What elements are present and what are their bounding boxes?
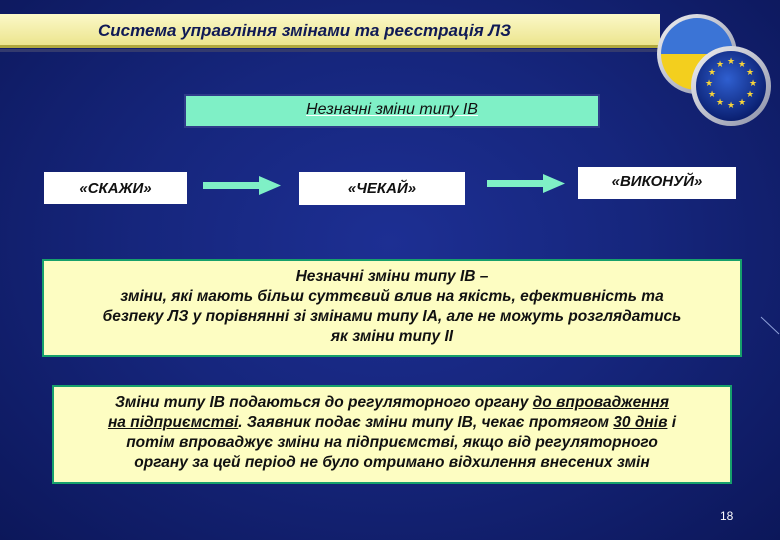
svg-text:★: ★ — [707, 90, 717, 100]
change-type-label: Незначні зміни типу ІВ — [306, 101, 478, 118]
definition-line: Незначні зміни типу ІВ – — [295, 268, 489, 285]
step-wait — [299, 172, 465, 205]
definition-line: як зміни типу ІІ — [330, 328, 454, 345]
svg-text:★: ★ — [737, 60, 747, 70]
svg-text:★: ★ — [704, 79, 714, 89]
procedure-line: органу за цей період не було отримано відхилення внесених змін — [134, 454, 650, 471]
title-underline — [0, 49, 662, 52]
svg-text:★: ★ — [715, 60, 725, 70]
step-do — [578, 167, 736, 199]
title-bar — [0, 14, 660, 48]
definition-box — [42, 259, 742, 357]
procedure-box — [52, 385, 732, 484]
page-number: 18 — [720, 509, 734, 523]
svg-text:★: ★ — [715, 98, 725, 108]
definition-line: безпеку ЛЗ у порівнянні зі змінами типу ІА, але не можуть розглядатись — [102, 308, 682, 325]
decorative-streak — [760, 316, 780, 336]
step-wait-label: «ЧЕКАЙ» — [347, 180, 417, 197]
svg-text:★: ★ — [745, 68, 755, 78]
procedure-line: Зміни типу ІВ подаються до регуляторного органу до впровадження — [114, 394, 670, 411]
step-tell — [44, 172, 187, 204]
step-tell-label: «СКАЖИ» — [79, 180, 152, 197]
procedure-line: потім впроваджує зміни на підприємстві, якщо від регуляторного — [126, 434, 658, 451]
right-arrow-icon — [203, 176, 281, 196]
svg-text:★: ★ — [726, 101, 736, 111]
svg-text:★: ★ — [726, 57, 736, 67]
svg-text:★: ★ — [737, 98, 747, 108]
eu-ukraine-logo-icon — [655, 6, 775, 130]
slide-title: Система управління змінами та реєстрація ЛЗ — [98, 21, 512, 40]
procedure-line: на підприємстві. Заявник подає зміни типу ІВ, чекає протягом 30 днів і — [107, 414, 677, 431]
svg-text:★: ★ — [707, 68, 717, 78]
svg-text:★: ★ — [748, 79, 758, 89]
svg-text:★: ★ — [745, 90, 755, 100]
definition-line: зміни, які мають більш суттєвий влив на якість, ефективність та — [120, 288, 664, 305]
step-do-label: «ВИКОНУЙ» — [611, 173, 703, 190]
right-arrow-icon — [487, 174, 565, 194]
change-type-box — [184, 94, 600, 128]
